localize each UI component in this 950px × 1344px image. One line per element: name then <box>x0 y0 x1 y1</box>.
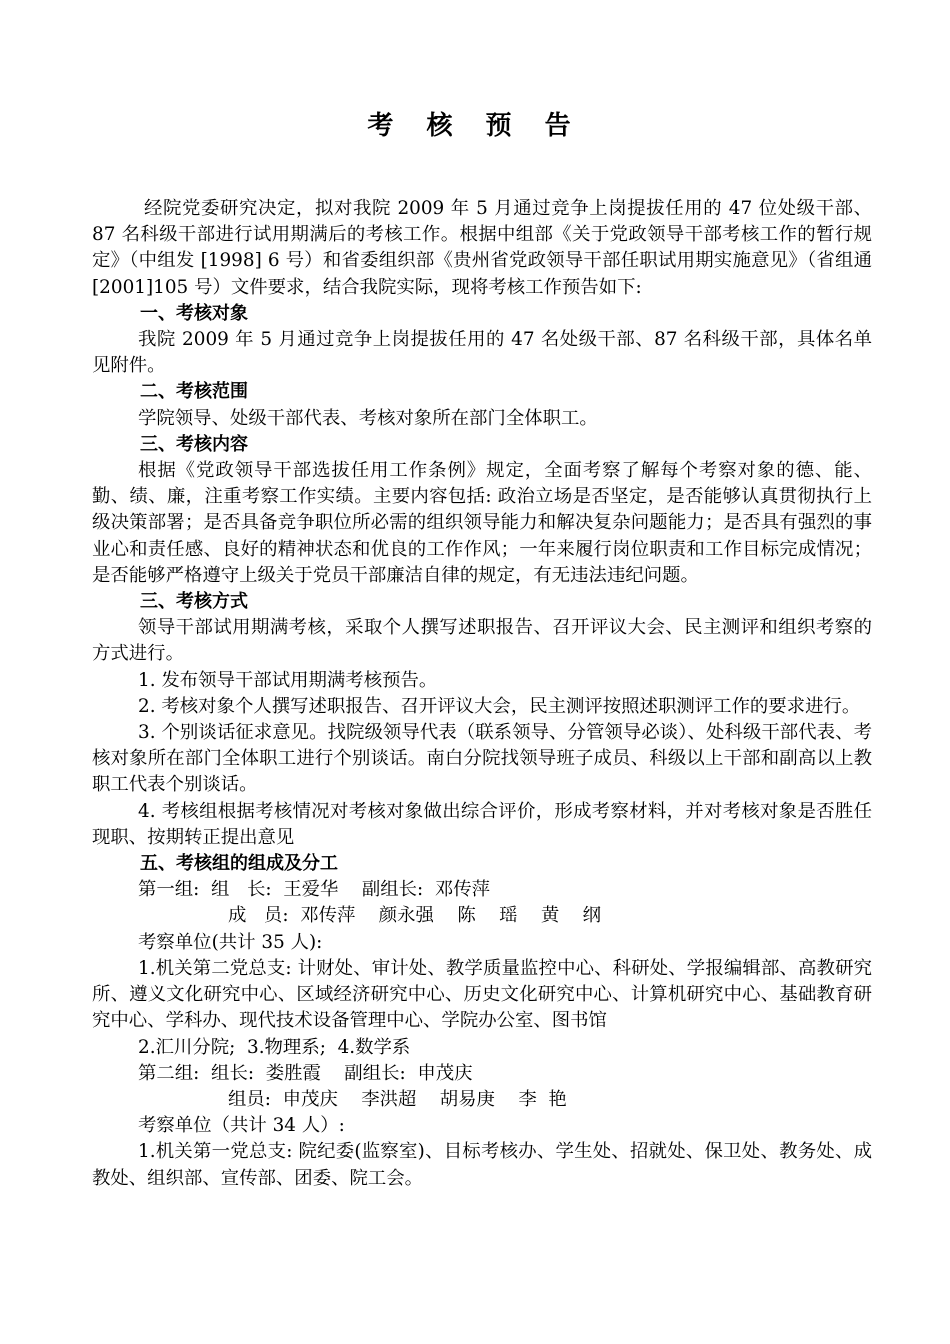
method-item: 2. 考核对象个人撰写述职报告、召开评议大会，民主测评按照述职测评工作的要求进行。 <box>138 695 861 717</box>
method-item: 3. 个别谈话征求意见。找院级领导代表（联系领导、分管领导必谈）、处科级干部代表、考核对象所在部门全体职工进行个别谈话。南白分院找领导班子成员、科级以上干部和副高以上教职工代表个别谈话。 <box>92 722 872 796</box>
intro-paragraph: 经院党委研究决定，拟对我院 2009 年 5 月通过竞争上岗提拔任用的 47 位处级干部、87 名科级干部进行试用期满后的考核工作。根据中组部《关于党政领导干部考核工作的暂行规定》（中组发 [1998] 6 号）和省委组织部《贵州省党政领导干部任职试用期实施意见》（省组通[2001]105 号）文件要求，结合我院实际，现将考核工作预告如下: <box>92 198 872 298</box>
group2-unit-list: 1.机关第一党总支: 院纪委(监察室)、目标考核办、学生处、招就处、保卫处、教务处、成教处、组织部、宣传部、团委、院工会。 <box>92 1141 872 1189</box>
group2-leaders: 第二组: 组长: 娄胜霞 副组长: 申茂庆 <box>138 1062 473 1084</box>
section-text-targets: 我院 2009 年 5 月通过竞争上岗提拔任用的 47 名处级干部、87 名科级干部，具体名单见附件。 <box>92 329 872 377</box>
document-body <box>92 196 872 1192</box>
section-heading-scope: 二、考核范围 <box>140 381 248 403</box>
section-text-scope: 学院领导、处级干部代表、考核对象所在部门全体职工。 <box>138 407 598 429</box>
group1-leaders: 第一组: 组 长: 王爱华 副组长: 邓传萍 <box>138 879 491 901</box>
section-heading-groups: 五、考核组的组成及分工 <box>140 853 338 875</box>
section-heading-targets: 一、考核对象 <box>140 302 248 324</box>
group2-units-title: 考察单位（共计 34 人）: <box>138 1115 345 1137</box>
group2-members: 组员: 申茂庆 李洪超 胡易庚 李 艳 <box>228 1088 567 1110</box>
document-title: 考 核 预 告 <box>367 111 583 141</box>
section-heading-content: 三、考核内容 <box>140 433 248 455</box>
group1-unit-list-2: 2.汇川分院; 3.物理系; 4.数学系 <box>138 1036 411 1058</box>
group1-unit-list: 1.机关第二党总支: 计财处、审计处、教学质量监控中心、科研处、学报编辑部、高教研究所、遵义文化研究中心、区域经济研究中心、历史文化研究中心、计算机研究中心、基础教育研究中心、学科办、现代技术设备管理中心、学院办公室、图书馆 <box>92 957 872 1032</box>
section-heading-method: 三、考核方式 <box>140 591 248 613</box>
section-text-method: 领导干部试用期满考核，采取个人撰写述职报告、召开评议大会、民主测评和组织考察的方式进行。 <box>92 617 872 665</box>
group1-members: 成 员: 邓传萍 颜永强 陈 瑶 黄 纲 <box>228 905 602 927</box>
section-text-content: 根据《党政领导干部选拔任用工作条例》规定，全面考察了解每个考察对象的德、能、勤、绩、廉，注重考察工作实绩。主要内容包括: 政治立场是否坚定，是否能够认真贯彻执行上级决策部署；是否具备竞争职位所必需的组织领导能力和解决复杂问题能力；是否具有强烈的事业心和责任感、良好的精神状态和优良的工作作风；一年来履行岗位职责和工作目标完成情况；是否能够严格遵守上级关于党员干部廉洁自律的规定，有无违法违纪问题。 <box>92 460 872 586</box>
group1-units-title: 考察单位(共计 35 人): <box>138 931 323 953</box>
method-item: 4. 考核组根据考核情况对考核对象做出综合评价，形成考察材料，并对考核对象是否胜任现职、按期转正提出意见 <box>92 800 872 848</box>
method-item: 1. 发布领导干部试用期满考核预告。 <box>138 669 438 691</box>
